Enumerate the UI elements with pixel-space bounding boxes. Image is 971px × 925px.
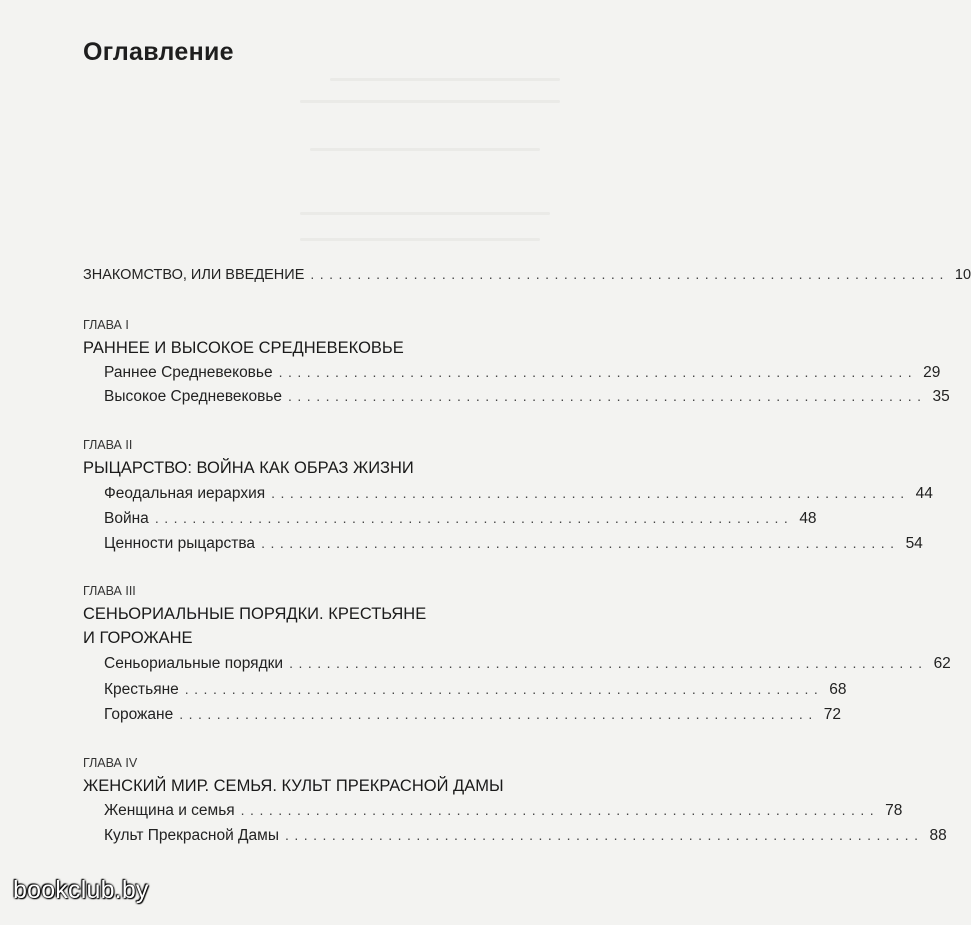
dot-leader: .................................................................... [154,510,794,526]
toc-entry-intro[interactable] [83,266,971,283]
toc-entry-label: Крестьяне [104,681,179,698]
toc-entry[interactable] [104,802,903,820]
chapter-number: ГЛАВА I [83,318,129,332]
toc-entry[interactable] [104,681,847,699]
bleed-through [310,148,540,151]
toc-entry[interactable] [104,827,947,845]
chapter-title-line: И ГОРОЖАНЕ [83,629,193,647]
chapter-title-line: РЫЦАРСТВО: ВОЙНА КАК ОБРАЗ ЖИЗНИ [83,459,414,477]
toc-entry[interactable] [104,510,817,528]
toc-entry-label: Высокое Средневековье [104,388,283,405]
dot-leader: .................................................................... [284,827,924,843]
toc-entry-label: Война [104,510,149,527]
chapter-number: ГЛАВА II [83,438,133,452]
chapter-title[interactable] [83,336,543,360]
toc-page-number: 10 [954,267,971,283]
toc-page-number: 88 [929,827,947,844]
chapter-title[interactable] [83,456,543,480]
chapter-title-line: СЕНЬОРИАЛЬНЫЕ ПОРЯДКИ. КРЕСТЬЯНЕ [83,605,427,623]
toc-entry-label: ЗНАКОМСТВО, ИЛИ ВВЕДЕНИЕ [83,267,305,283]
chapter-title[interactable] [83,774,553,798]
toc-entry-label: Женщина и семья [104,802,235,819]
dot-leader: .................................................................... [271,485,910,501]
dot-leader: .................................................................... [310,266,949,282]
toc-entry-label: Феодальная иерархия [104,485,266,502]
chapter-title[interactable] [83,602,543,650]
dot-leader: .................................................................... [261,535,900,551]
bleed-through [300,212,550,215]
bleed-through [300,100,560,103]
toc-page-number: 78 [885,802,903,819]
toc-entry[interactable] [104,706,841,724]
chapter-title-line: РАННЕЕ И ВЫСОКОЕ СРЕДНЕВЕКОВЬЕ [83,339,404,357]
toc-entry[interactable] [104,655,951,673]
toc-page-number: 44 [915,485,933,502]
toc-entry-label: Горожане [104,706,174,723]
dot-leader: .................................................................... [179,706,818,722]
toc-entry[interactable] [104,485,933,503]
dot-leader: .................................................................... [288,388,927,404]
toc-page-number: 54 [905,535,923,552]
toc-page-number: 29 [923,364,941,381]
dot-leader: .................................................................... [278,364,918,380]
bleed-through [330,78,560,81]
toc-page-number: 72 [823,706,841,723]
toc-entry[interactable] [104,364,941,382]
watermark: bookclub.by [13,876,149,904]
page-title: Оглавление [83,38,234,66]
toc-entry[interactable] [104,388,950,406]
chapter-title-line: ЖЕНСКИЙ МИР. СЕМЬЯ. КУЛЬТ ПРЕКРАСНОЙ ДАМЫ [83,777,504,795]
chapter-number: ГЛАВА III [83,584,136,598]
toc-entry-label: Ценности рыцарства [104,535,256,552]
chapter-number: ГЛАВА IV [83,756,138,770]
toc-entry-label: Культ Прекрасной Дамы [104,827,279,844]
toc-entry-label: Раннее Средневековье [104,364,273,381]
toc-entry[interactable] [104,535,923,553]
toc-page-number: 68 [829,681,847,698]
dot-leader: .................................................................... [184,681,824,697]
toc-page-number: 35 [932,388,950,405]
toc-page-number: 62 [933,655,951,672]
dot-leader: .................................................................... [240,802,880,818]
dot-leader: .................................................................... [289,655,928,671]
bleed-through [300,238,540,241]
toc-entry-label: Сеньориальные порядки [104,655,284,672]
toc-page-number: 48 [799,510,817,527]
